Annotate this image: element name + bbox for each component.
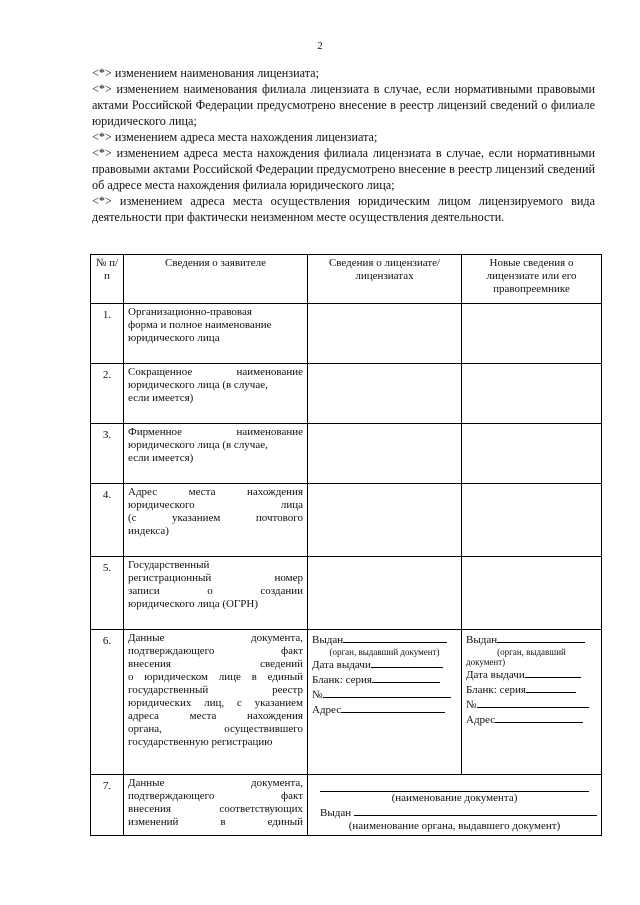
table-header-row [91, 255, 602, 304]
row-number: 3. [91, 424, 124, 484]
licensee-doc-cell[interactable] [308, 630, 462, 775]
intro-item: <*> изменением адреса места нахождения лицензиата; [92, 130, 378, 144]
issued-caption: (орган, выдавший документ) [466, 647, 566, 667]
new-info-cell[interactable] [462, 424, 602, 484]
document-details-cell[interactable] [308, 775, 602, 836]
address-field[interactable]: Адрес [312, 702, 457, 717]
row-label: Фирменное наименование юридического лица (в случае, если имеется) [124, 424, 308, 484]
licensee-cell[interactable] [308, 304, 462, 364]
issue-date-field[interactable]: Дата выдачи [466, 667, 597, 682]
row-label: Данные документа, подтверждающего факт внесения соответствующих изменений в единый [124, 775, 308, 836]
row-number: 7. [91, 775, 124, 836]
intro-item: <*> изменением наименования филиала лицензиата в случае, если нормативными правовыми актами Российской Федерации предусмотрено внесение в реестр лицензий сведений о филиале юридического лица; [92, 82, 595, 128]
form-series-field[interactable]: Бланк: серия [466, 682, 597, 697]
table-row [91, 775, 602, 836]
licensee-cell[interactable] [308, 484, 462, 557]
row-label: Государственный регистрационный номер записи о создании юридического лица (ОГРН) [124, 557, 308, 630]
intro-item: <*> изменением адреса места нахождения филиала лицензиата в случае, если нормативными правовыми актами Российской Федерации предусмотрено внесение в реестр лицензий сведений об адресе места нахождения филиала юридического лица; [92, 146, 595, 192]
table-row [91, 424, 602, 484]
issuer-caption: (наименование органа, выдавшего документ) [348, 820, 561, 832]
table-row [91, 557, 602, 630]
form-series-field[interactable]: Бланк: серия [312, 672, 457, 687]
issued-field[interactable]: Выдан [466, 632, 597, 647]
issuer-field[interactable]: Выдан [312, 805, 597, 820]
row-number: 1. [91, 304, 124, 364]
issued-field[interactable]: Выдан [312, 632, 457, 647]
info-table [90, 254, 602, 836]
table-row [91, 484, 602, 557]
issue-date-field[interactable]: Дата выдачи [312, 657, 457, 672]
header-new-info: Новые сведения о лицензиате или его правопреемнике [462, 255, 602, 304]
table-row [91, 630, 602, 775]
header-applicant: Сведения о заявителе [124, 255, 308, 304]
page-number: 2 [317, 40, 323, 52]
row-label: Сокращенное наименование юридического лица (в случае, если имеется) [124, 364, 308, 424]
issued-caption: (орган, выдавший документ) [329, 647, 440, 657]
intro-item: <*> изменением наименования лицензиата; [92, 66, 319, 80]
table-row [91, 304, 602, 364]
row-label: Адрес места нахождения юридического лица (с указанием почтового индекса) [124, 484, 308, 557]
header-num: № п/п [91, 255, 124, 304]
row-label: Организационно-правовая форма и полное наименование юридического лица [124, 304, 308, 364]
intro-text [92, 65, 595, 225]
new-info-cell[interactable] [462, 304, 602, 364]
number-field[interactable]: № [312, 687, 457, 702]
number-field[interactable]: № [466, 697, 597, 712]
new-doc-cell[interactable] [462, 630, 602, 775]
row-label: Данные документа, подтверждающего факт внесения сведений о юридическом лице в единый государственный реестр юридических лиц, с указанием адреса места нахождения органа, осуществившего государственную регистрацию [124, 630, 308, 775]
header-licensee: Сведения о лицензиате/лицензиатах [308, 255, 462, 304]
address-field[interactable]: Адрес [466, 712, 597, 727]
row-number: 4. [91, 484, 124, 557]
licensee-cell[interactable] [308, 364, 462, 424]
intro-item: <*> изменением адреса места осуществления юридическим лицом лицензируемого вида деятельности при фактически неизменном месте осуществления деятельности. [92, 194, 595, 224]
new-info-cell[interactable] [462, 557, 602, 630]
document-name-line[interactable] [320, 781, 589, 792]
row-number: 6. [91, 630, 124, 775]
licensee-cell[interactable] [308, 557, 462, 630]
licensee-cell[interactable] [308, 424, 462, 484]
row-number: 5. [91, 557, 124, 630]
new-info-cell[interactable] [462, 364, 602, 424]
table-row [91, 364, 602, 424]
new-info-cell[interactable] [462, 484, 602, 557]
document-name-caption: (наименование документа) [391, 792, 518, 804]
row-number: 2. [91, 364, 124, 424]
